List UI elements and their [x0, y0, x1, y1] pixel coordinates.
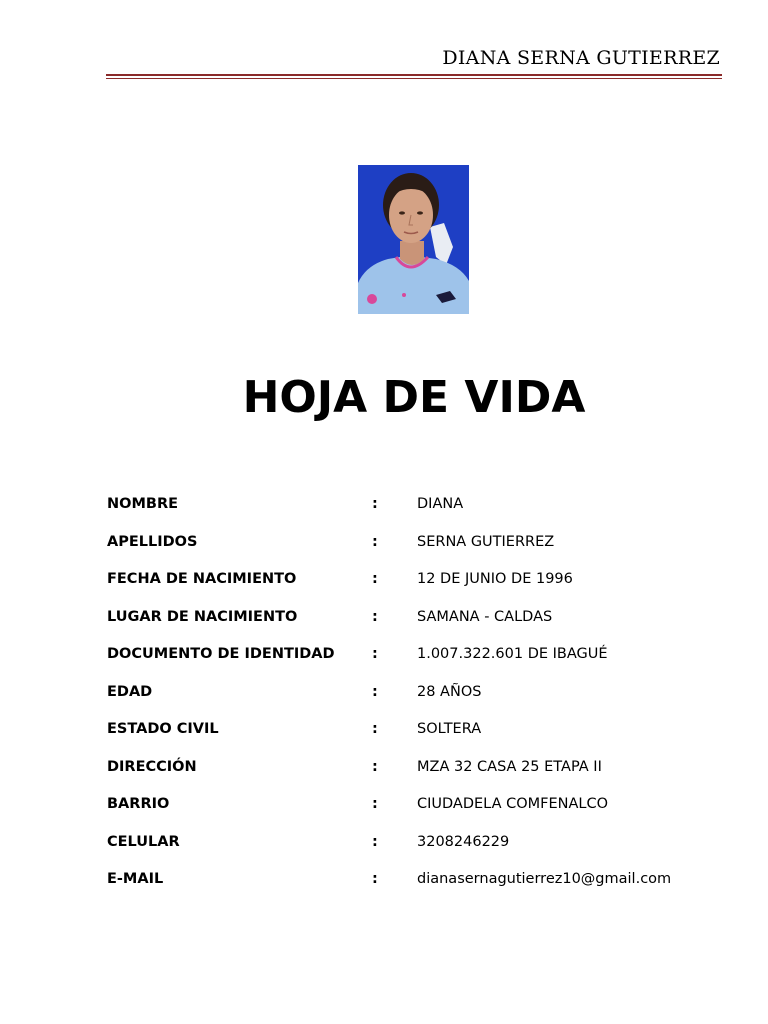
info-label: APELLIDOS — [107, 533, 198, 550]
info-row-lugar-nacimiento — [107, 602, 727, 640]
info-value: SOLTERA — [417, 721, 482, 737]
info-separator: : — [372, 721, 378, 737]
info-row-email — [107, 864, 727, 902]
info-value: 12 DE JUNIO DE 1996 — [417, 571, 573, 587]
info-row-fecha-nacimiento — [107, 564, 727, 602]
info-separator: : — [372, 683, 378, 700]
info-label: CELULAR — [107, 833, 180, 850]
info-label: FECHA DE NACIMIENTO — [107, 571, 297, 587]
info-row-estado-civil — [107, 714, 727, 752]
info-row-direccion — [107, 752, 727, 790]
info-separator: : — [372, 608, 378, 625]
info-value: MZA 32 CASA 25 ETAPA II — [417, 758, 602, 775]
info-separator: : — [372, 496, 378, 512]
info-separator: : — [372, 871, 378, 887]
info-label: DIRECCIÓN — [107, 758, 197, 775]
info-value: 3208246229 — [417, 833, 510, 850]
info-label: LUGAR DE NACIMIENTO — [107, 608, 298, 625]
info-value: SERNA GUTIERREZ — [417, 533, 555, 550]
info-row-documento — [107, 639, 727, 677]
info-value: CIUDADELA COMFENALCO — [417, 796, 609, 812]
document-title: HOJA DE VIDA — [242, 372, 586, 423]
info-separator: : — [372, 833, 378, 850]
header-rule — [106, 74, 722, 76]
info-label: E-MAIL — [107, 871, 164, 887]
info-label: NOMBRE — [107, 496, 179, 512]
info-row-barrio — [107, 789, 727, 827]
info-separator: : — [372, 646, 378, 662]
info-value: 1.007.322.601 DE IBAGUÉ — [417, 646, 608, 662]
info-label: DOCUMENTO DE IDENTIDAD — [107, 646, 335, 662]
personal-info-table — [107, 489, 727, 902]
info-value: DIANA — [417, 496, 464, 512]
info-row-apellidos — [107, 527, 727, 565]
info-separator: : — [372, 533, 378, 550]
info-separator: : — [372, 796, 378, 812]
info-label: ESTADO CIVIL — [107, 721, 219, 737]
info-label: BARRIO — [107, 796, 170, 812]
info-row-celular — [107, 827, 727, 865]
info-row-nombre — [107, 489, 727, 527]
info-label: EDAD — [107, 683, 153, 700]
header-name: DIANA SERNA GUTIERREZ — [442, 47, 720, 69]
info-separator: : — [372, 571, 378, 587]
info-value: 28 AÑOS — [417, 683, 482, 700]
info-row-edad — [107, 677, 727, 715]
info-separator: : — [372, 758, 378, 775]
profile-photo — [358, 165, 469, 314]
info-value: dianasernagutierrez10@gmail.com — [417, 871, 672, 887]
header-rule-secondary — [106, 78, 722, 79]
info-value: SAMANA - CALDAS — [417, 608, 553, 625]
